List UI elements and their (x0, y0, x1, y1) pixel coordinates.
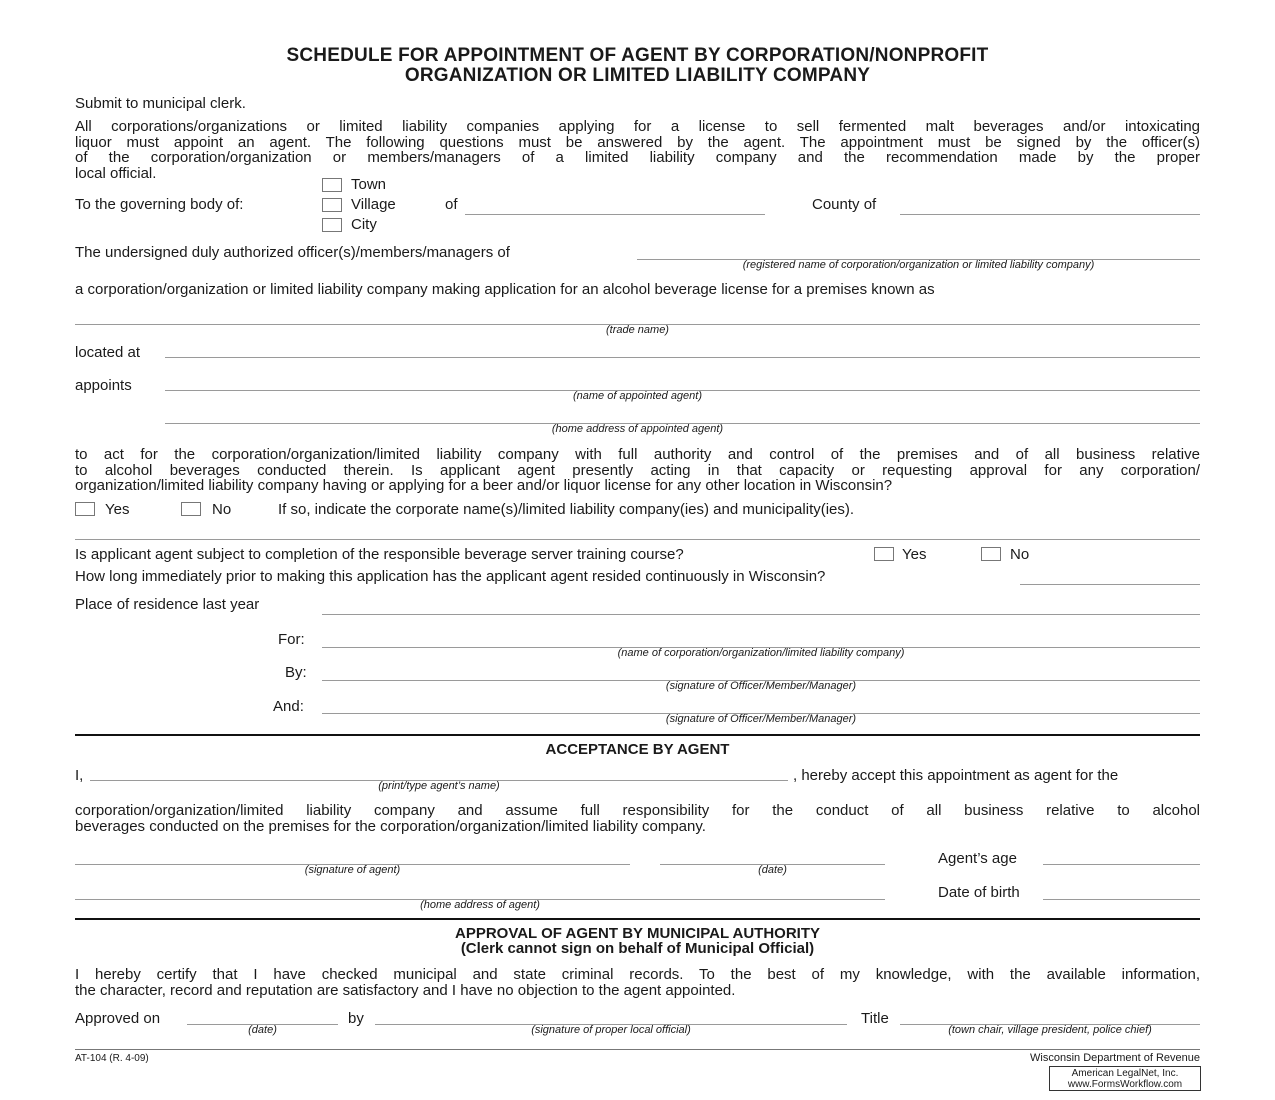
acceptance-line-1: corporation/organization/limited liability company and assume full responsibility for the conduct of all business relative to alcohol (75, 802, 1200, 819)
official-title-caption: (town chair, village president, police chief) (948, 1024, 1152, 1036)
county-name-field[interactable] (900, 214, 1200, 215)
city-label: City (351, 216, 377, 233)
acceptance-heading: ACCEPTANCE BY AGENT (545, 741, 730, 758)
acceptance-line-2: beverages conducted on the premises for the corporation/organization/limited liability company. (75, 817, 706, 835)
other-location-yes-checkbox[interactable] (75, 502, 95, 516)
town-checkbox[interactable] (322, 178, 342, 192)
date-of-birth-label: Date of birth (938, 884, 1020, 901)
authority-line-3: organization/limited liability company having or applying for a beer and/or liquor license for any other location in Wisconsin? (75, 477, 893, 494)
intro-line-3: of the corporation/organization or members/managers of a limited liability company and the recommendation made by the proper (75, 149, 1200, 166)
section-divider-approval (75, 918, 1200, 920)
department-name: Wisconsin Department of Revenue (1030, 1052, 1200, 1064)
approval-paragraph (75, 967, 1200, 998)
authority-line-2: to alcohol beverages conducted therein. Is applicant agent presently acting in that capacity or requesting approval for any corporation/ (75, 461, 1200, 479)
by-label: By: (285, 664, 307, 681)
premises-text: a corporation/organization or limited liability company making application for an alcohol beverage license for a premises known as (75, 281, 935, 298)
residence-duration-field[interactable] (1020, 584, 1200, 585)
submit-instruction: Submit to municipal clerk. (75, 95, 246, 112)
other-location-details-field[interactable] (75, 539, 1200, 540)
official-title-label: Title (861, 1010, 889, 1027)
agent-home-address-caption: (home address of agent) (420, 899, 540, 911)
appointed-agent-caption: (name of appointed agent) (572, 390, 703, 402)
officer-signature-2-caption: (signature of Officer/Member/Manager) (665, 713, 857, 725)
agent-signature-caption: (signature of agent) (304, 864, 401, 876)
stamp-line-2: www.FormsWorkflow.com (1067, 1079, 1183, 1090)
and-label: And: (273, 698, 304, 715)
agent-age-label: Agent’s age (938, 850, 1017, 867)
appointed-agent-address-caption: (home address of appointed agent) (551, 423, 724, 435)
training-yes-checkbox[interactable] (874, 547, 894, 561)
if-so-instruction: If so, indicate the corporate name(s)/limited liability company(ies) and municipality(ies). (278, 501, 855, 518)
intro-line-2: liquor must appoint an agent. The following questions must be answered by the agent. The appointment must be signed by the officer(s) (75, 133, 1200, 151)
approval-heading: APPROVAL OF AGENT BY MUNICIPAL AUTHORITY (454, 925, 821, 942)
agent-printed-name-caption: (print/type agent’s name) (378, 780, 500, 792)
approval-subheading: (Clerk cannot sign on behalf of Municipal Official) (460, 940, 815, 957)
legalnet-stamp (1049, 1066, 1201, 1091)
acceptance-paragraph (75, 803, 1200, 834)
located-at-label: located at (75, 344, 141, 361)
approval-line-1: I hereby certify that I have checked municipal and state criminal records. To the best of my knowledge, with the available information, (75, 966, 1200, 983)
for-company-caption: (name of corporation/organization/limited liability company) (617, 647, 905, 659)
authority-line-1: to act for the corporation/organization/limited liability company with full authority and control of the premises and of all business relative (75, 446, 1200, 463)
form-title-line1: SCHEDULE FOR APPOINTMENT OF AGENT BY CORPORATION/NONPROFIT (286, 45, 989, 66)
training-no-label: No (1010, 546, 1030, 563)
governing-body-label: To the governing body of: (75, 196, 244, 213)
acceptance-date-caption: (date) (758, 864, 787, 876)
of-label: of (445, 196, 458, 213)
residence-duration-question: How long immediately prior to making this application has the applicant agent resided continuously in Wisconsin? (75, 568, 826, 585)
trade-name-caption: (trade name) (606, 324, 669, 336)
form-title-line2: ORGANIZATION OR LIMITED LIABILITY COMPANY (404, 65, 871, 86)
village-checkbox[interactable] (322, 198, 342, 212)
residence-last-year-label: Place of residence last year (75, 596, 260, 613)
footer-rule (75, 1049, 1200, 1050)
for-label: For: (278, 631, 305, 648)
other-location-no-checkbox[interactable] (181, 502, 201, 516)
date-of-birth-field[interactable] (1043, 899, 1200, 900)
approved-on-label: Approved on (75, 1010, 161, 1027)
intro-line-4: local official. (75, 164, 157, 182)
training-question: Is applicant agent subject to completion of the responsible beverage server training course? (75, 546, 684, 563)
intro-paragraph (75, 119, 1200, 181)
intro-line-1: All corporations/organizations or limited liability companies applying for a license to sell fermented malt beverages and/or intoxicating (75, 118, 1200, 135)
town-label: Town (351, 176, 387, 193)
other-location-yes-label: Yes (105, 501, 130, 518)
residence-last-year-field[interactable] (322, 614, 1200, 615)
acceptance-i-label: I, (75, 767, 84, 784)
appoints-label: appoints (75, 377, 132, 394)
approval-by-label: by (348, 1010, 364, 1027)
city-checkbox[interactable] (322, 218, 342, 232)
municipality-name-field[interactable] (465, 214, 765, 215)
undersigned-label: The undersigned duly authorized officer(s)/members/managers of (75, 244, 510, 261)
located-at-field[interactable] (165, 357, 1200, 358)
form-id: AT-104 (R. 4-09) (75, 1053, 149, 1064)
village-label: Village (351, 196, 396, 213)
county-label: County of (812, 196, 877, 213)
registered-name-caption: (registered name of corporation/organization or limited liability company) (742, 259, 1095, 271)
training-no-checkbox[interactable] (981, 547, 1001, 561)
stamp-line-1: American LegalNet, Inc. (1071, 1068, 1179, 1079)
approval-date-caption: (date) (248, 1024, 277, 1036)
official-signature-caption: (signature of proper local official) (531, 1024, 691, 1036)
officer-signature-1-caption: (signature of Officer/Member/Manager) (665, 680, 857, 692)
authority-paragraph (75, 447, 1200, 494)
agent-age-field[interactable] (1043, 864, 1200, 865)
section-divider-acceptance (75, 734, 1200, 736)
other-location-no-label: No (212, 501, 232, 518)
training-yes-label: Yes (902, 546, 927, 563)
hereby-accept-text: , hereby accept this appointment as agent for the (793, 767, 1119, 784)
approval-line-2: the character, record and reputation are satisfactory and I have no objection to the agent appointed. (75, 981, 736, 999)
